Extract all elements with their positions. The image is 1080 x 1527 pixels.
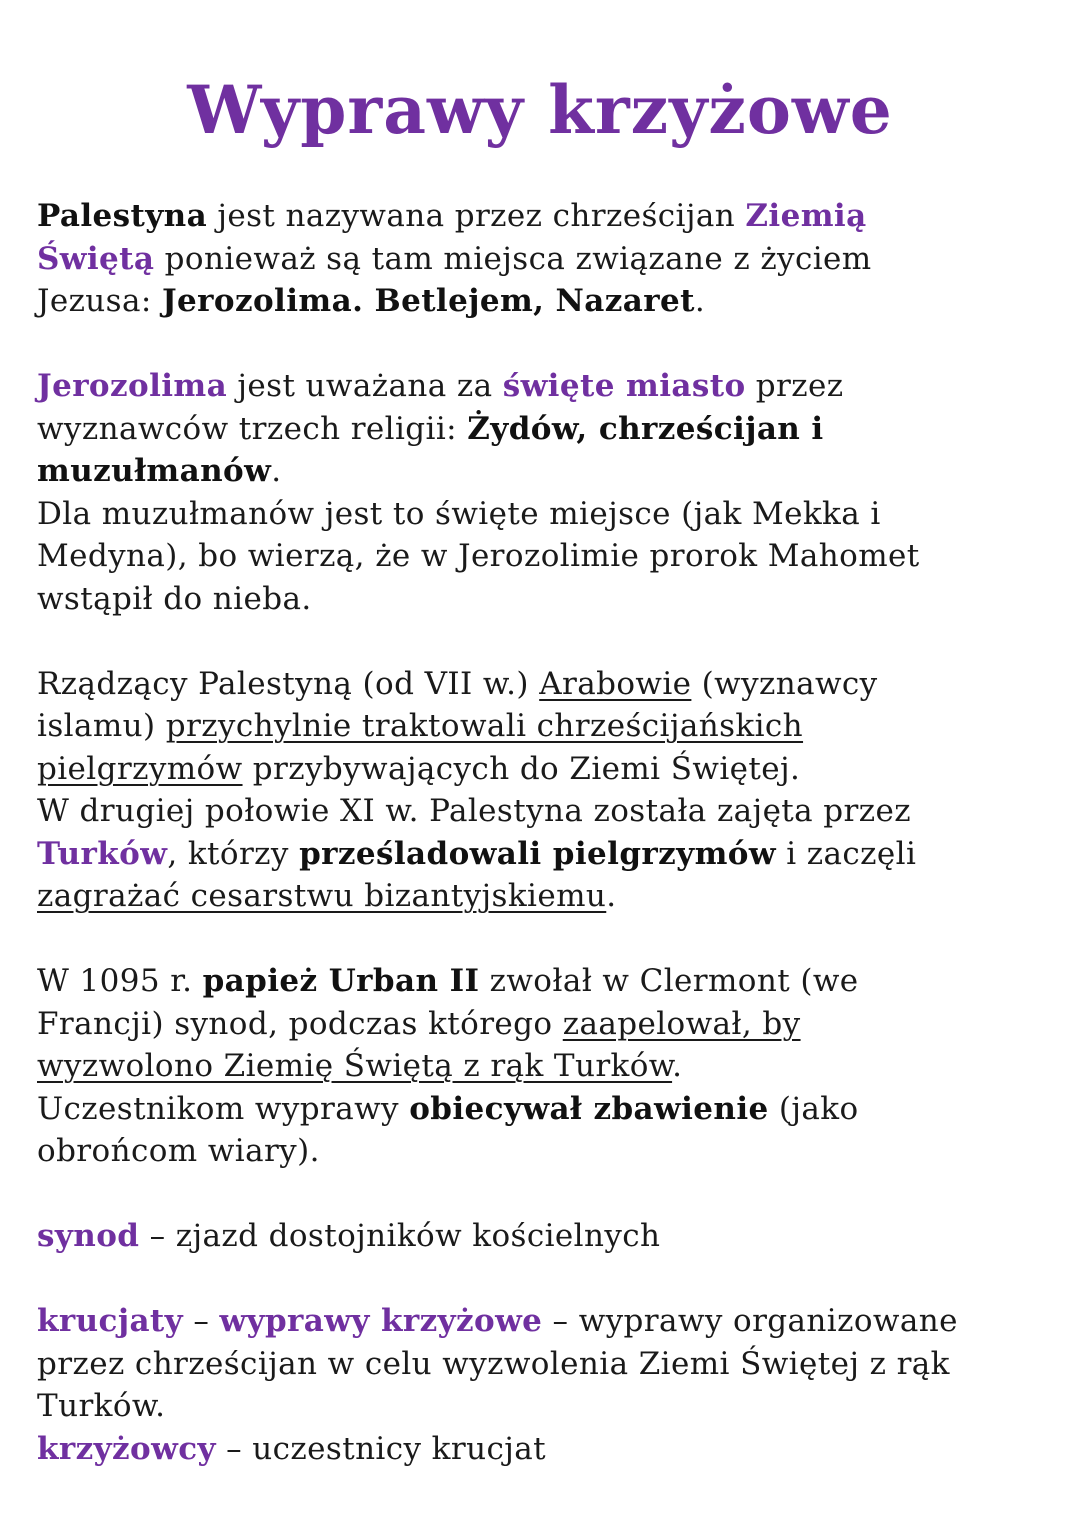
paragraph-p3 bbox=[37, 663, 1047, 918]
paragraph-gap bbox=[37, 1173, 1047, 1216]
highlighted-term: Świętą bbox=[37, 240, 155, 277]
text-run: – uczestnicy krucjat bbox=[215, 1430, 546, 1467]
paragraph-p4 bbox=[37, 960, 1047, 1173]
text-line bbox=[37, 493, 1047, 536]
paragraph-gap bbox=[37, 1258, 1047, 1301]
text-run: Dla muzułmanów jest to święte miejsce (jak Mekka i bbox=[37, 495, 881, 532]
text-line bbox=[37, 833, 1047, 876]
highlighted-term: święte miasto bbox=[502, 368, 746, 404]
text-run: obrońcom wiary). bbox=[37, 1133, 320, 1169]
text-run: jest nazywana przez chrześcijan bbox=[207, 198, 746, 234]
text-line bbox=[37, 705, 1047, 748]
text-run: przybywających do Ziemi Świętej. bbox=[242, 750, 801, 787]
text-run: . bbox=[672, 1048, 683, 1084]
underlined-phrase: Arabowie bbox=[539, 665, 692, 702]
text-run: Uczestnikom wyprawy bbox=[37, 1090, 410, 1127]
paragraph-gap bbox=[37, 323, 1047, 366]
text-line bbox=[37, 365, 1047, 408]
text-line bbox=[37, 748, 1047, 791]
underlined-phrase: pielgrzymów bbox=[37, 750, 243, 787]
highlighted-term: krucjaty bbox=[37, 1303, 184, 1339]
bold-term: prześladowali pielgrzymów bbox=[299, 835, 776, 872]
text-line bbox=[37, 450, 1047, 493]
text-line bbox=[37, 1003, 1047, 1046]
highlighted-term: Ziemią bbox=[745, 198, 867, 234]
bold-term: obiecywał zbawienie bbox=[409, 1090, 769, 1127]
text-line bbox=[37, 875, 1047, 918]
text-line bbox=[37, 408, 1047, 451]
text-run: Francji) synod, podczas którego bbox=[37, 1005, 563, 1042]
text-line bbox=[37, 238, 1047, 281]
text-line bbox=[37, 1343, 1047, 1386]
text-run: – zjazd dostojników kościelnych bbox=[139, 1218, 661, 1254]
bold-term: Jerozolima. Betlejem, Nazaret bbox=[161, 283, 695, 319]
text-run: . bbox=[271, 453, 282, 489]
text-line bbox=[37, 1428, 1047, 1471]
text-line bbox=[37, 1088, 1047, 1131]
text-run: Medyna), bo wierzą, że w Jerozolimie prorok Mahomet bbox=[37, 538, 920, 574]
text-line bbox=[37, 535, 1047, 578]
text-run: wstąpił do nieba. bbox=[37, 580, 312, 617]
text-run: i zaczęli bbox=[775, 835, 917, 872]
text-run: W drugiej połowie XI w. Palestyna została zajęta przez bbox=[37, 793, 911, 829]
text-line bbox=[37, 578, 1047, 621]
text-line bbox=[37, 1045, 1047, 1088]
paragraph-p2 bbox=[37, 365, 1047, 620]
highlighted-term: wyprawy krzyżowe bbox=[219, 1303, 543, 1339]
text-run: Rządzący Palestyną (od VII w.) bbox=[37, 665, 540, 702]
highlighted-term: Jerozolima bbox=[37, 368, 228, 404]
bold-term: Żydów, chrześcijan i bbox=[467, 410, 824, 447]
text-line bbox=[37, 663, 1047, 706]
highlighted-term: synod bbox=[37, 1218, 140, 1254]
paragraph-p1 bbox=[37, 195, 1047, 323]
paragraph-gap bbox=[37, 620, 1047, 663]
underlined-phrase: zaapelował, by bbox=[562, 1005, 801, 1042]
text-run: W 1095 r. bbox=[37, 963, 203, 999]
text-run: – bbox=[183, 1303, 220, 1339]
text-line bbox=[37, 1300, 1047, 1343]
underlined-phrase: przychylnie traktowali chrześcijańskich bbox=[165, 708, 804, 744]
text-line bbox=[37, 195, 1047, 238]
text-run: . bbox=[694, 283, 706, 319]
text-run: przez bbox=[745, 368, 844, 404]
text-run: wyznawców trzech religii: bbox=[37, 410, 468, 447]
text-run: jest uważana za bbox=[227, 368, 503, 404]
text-line bbox=[37, 1385, 1047, 1428]
highlighted-term: krzyżowcy bbox=[37, 1430, 216, 1467]
underlined-phrase: zagrażać cesarstwu bizantyjskiemu bbox=[37, 878, 607, 914]
text-run: ponieważ są tam miejsca związane z życiem bbox=[154, 240, 872, 277]
text-line bbox=[37, 1130, 1047, 1173]
text-run: zwołał w Clermont (we bbox=[479, 963, 859, 999]
bold-term: Palestyna bbox=[37, 198, 208, 234]
paragraph-p6 bbox=[37, 1300, 1047, 1470]
text-run: Jezusa: bbox=[37, 283, 162, 319]
text-run: (wyznawcy bbox=[691, 665, 878, 702]
text-run: , którzy bbox=[167, 835, 300, 872]
text-run: przez chrześcijan w celu wyzwolenia Ziemi Świętej z rąk bbox=[37, 1345, 950, 1382]
bold-term: muzułmanów bbox=[37, 453, 272, 489]
text-line bbox=[37, 280, 1047, 323]
text-line bbox=[37, 960, 1047, 1003]
text-run: Turków. bbox=[37, 1388, 166, 1424]
paragraph-gap bbox=[37, 918, 1047, 961]
text-run: (jako bbox=[768, 1090, 859, 1127]
text-line bbox=[37, 1215, 1047, 1258]
page-title: Wyprawy krzyżowe bbox=[187, 71, 893, 149]
text-line bbox=[37, 790, 1047, 833]
text-run: – wyprawy organizowane bbox=[542, 1303, 958, 1339]
text-run: . bbox=[606, 878, 617, 914]
underlined-phrase: wyzwolono Ziemię Świętą z rąk Turków bbox=[37, 1048, 673, 1084]
text-run: islamu) bbox=[37, 708, 166, 744]
paragraph-p5 bbox=[37, 1215, 1047, 1258]
highlighted-term: Turków bbox=[37, 835, 168, 872]
document-body bbox=[37, 195, 1047, 1470]
bold-term: papież Urban II bbox=[202, 963, 480, 999]
